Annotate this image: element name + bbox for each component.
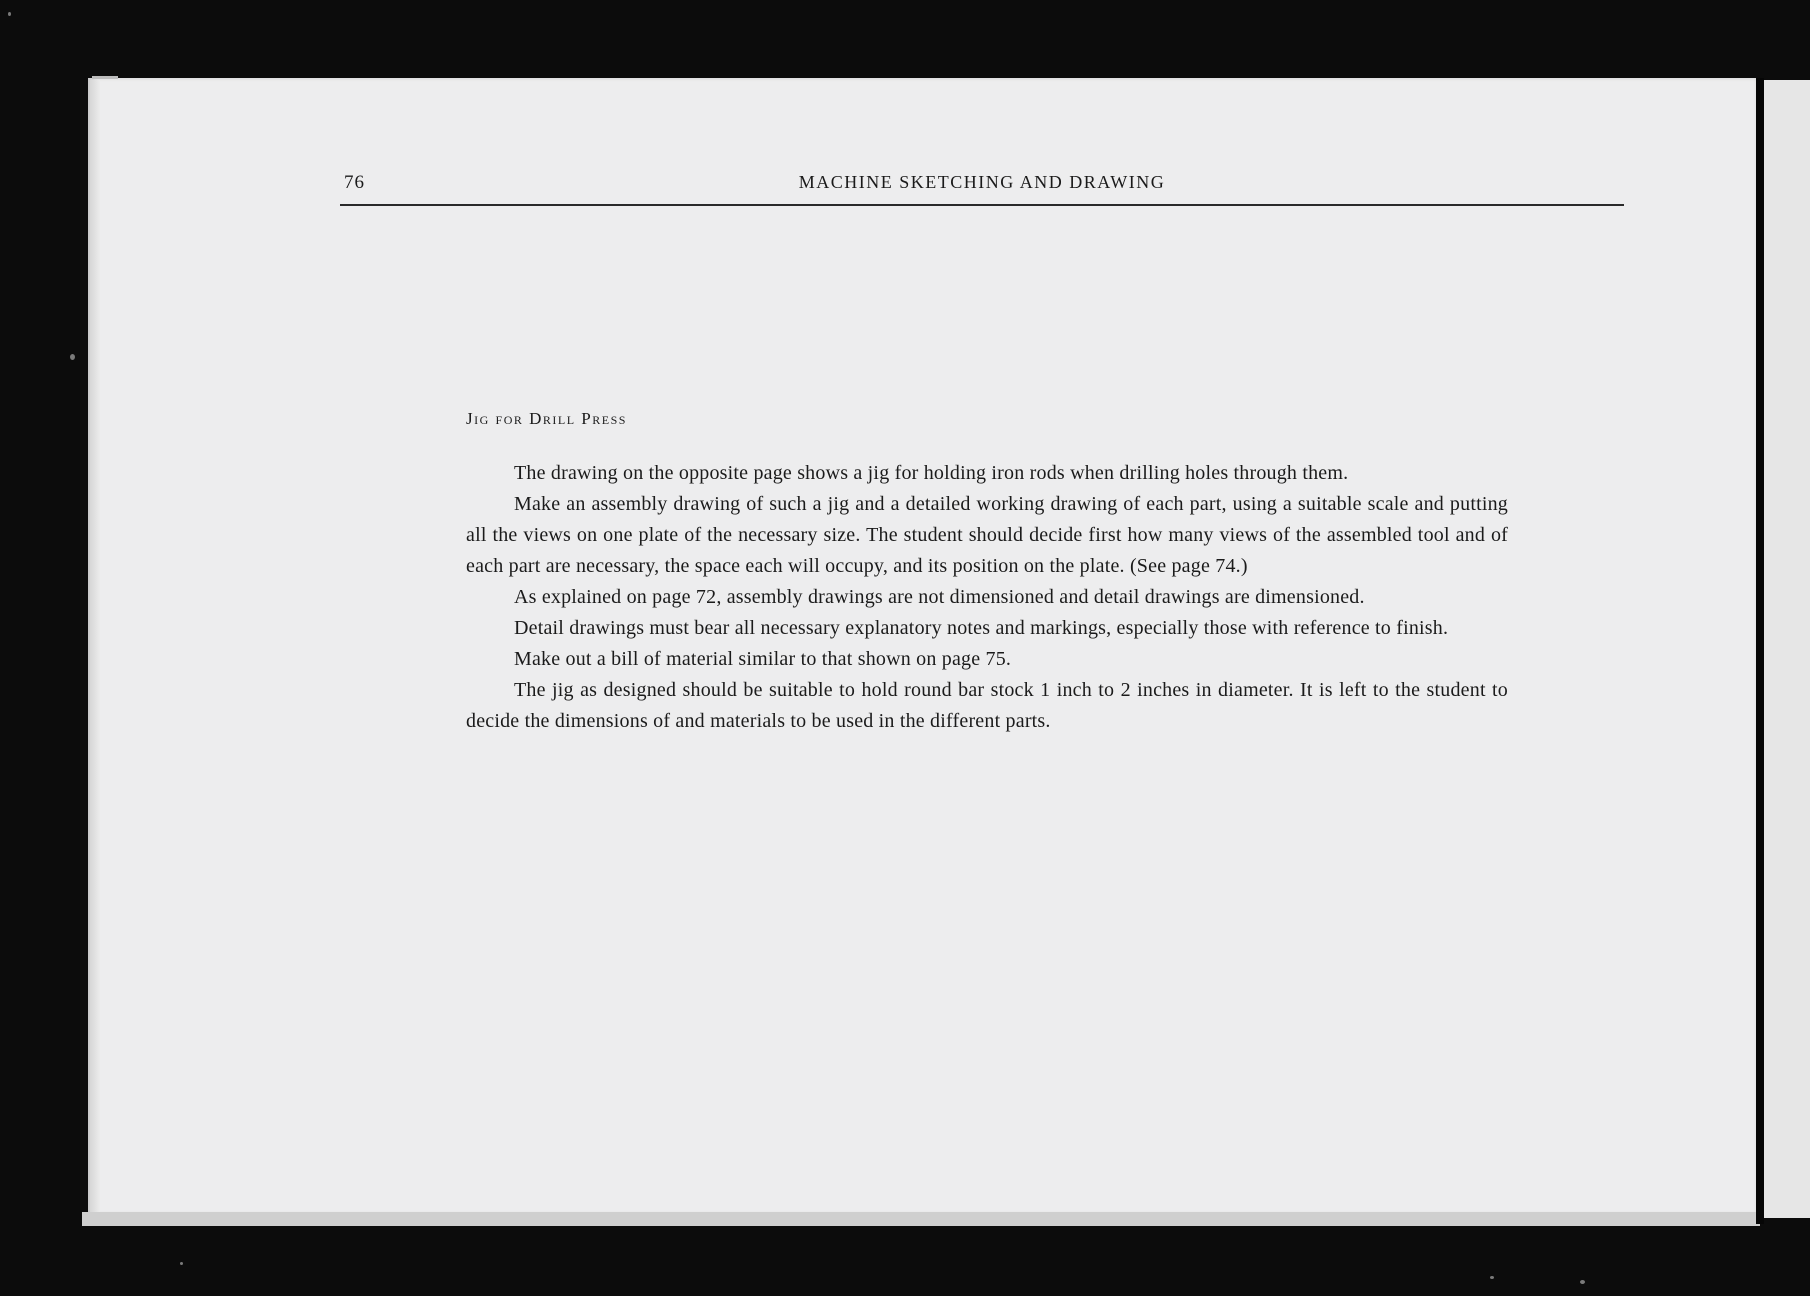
page-gutter-shadow bbox=[90, 80, 100, 1212]
scan-speck bbox=[1490, 1276, 1494, 1279]
paragraph-5: Make out a bill of material similar to that shown on page 75. bbox=[514, 648, 1012, 670]
scan-speck bbox=[70, 354, 75, 360]
body-text bbox=[466, 408, 1508, 737]
header-rule bbox=[340, 204, 1624, 206]
page-corner-mark bbox=[92, 76, 118, 79]
running-head bbox=[340, 168, 1624, 194]
page-right-edge bbox=[1756, 78, 1764, 1224]
scan-speck bbox=[1580, 1280, 1585, 1284]
paragraph-2: Make an assembly drawing of such a jig and a detailed working drawing of each part, using a suitable scale and putting all the views on one plate of the necessary size. The student should decide first how many views of the assembled tool and of each part are necessary, the space each will occupy, and its position on the plate. (See page 74.) bbox=[466, 493, 1508, 577]
running-title: MACHINE SKETCHING AND DRAWING bbox=[798, 172, 1166, 192]
next-page-sliver bbox=[1764, 80, 1810, 1218]
page-bottom-edge bbox=[82, 1212, 1760, 1226]
section-heading: Jig for Drill Press bbox=[466, 409, 627, 428]
paragraph-6: The jig as designed should be suitable to hold round bar stock 1 inch to 2 inches in diameter. It is left to the student to decide the dimensions of and materials to be used in the different parts. bbox=[466, 679, 1508, 732]
scan-speck bbox=[180, 1262, 183, 1265]
paragraph-3: As explained on page 72, assembly drawings are not dimensioned and detail drawings are dimensioned. bbox=[514, 586, 1365, 608]
paragraph-4: Detail drawings must bear all necessary explanatory notes and markings, especially those with reference to finish. bbox=[514, 617, 1449, 639]
page-number: 76 bbox=[344, 172, 365, 193]
scan-speck bbox=[8, 12, 11, 16]
paragraph-1: The drawing on the opposite page shows a jig for holding iron rods when drilling holes through them. bbox=[514, 462, 1349, 484]
